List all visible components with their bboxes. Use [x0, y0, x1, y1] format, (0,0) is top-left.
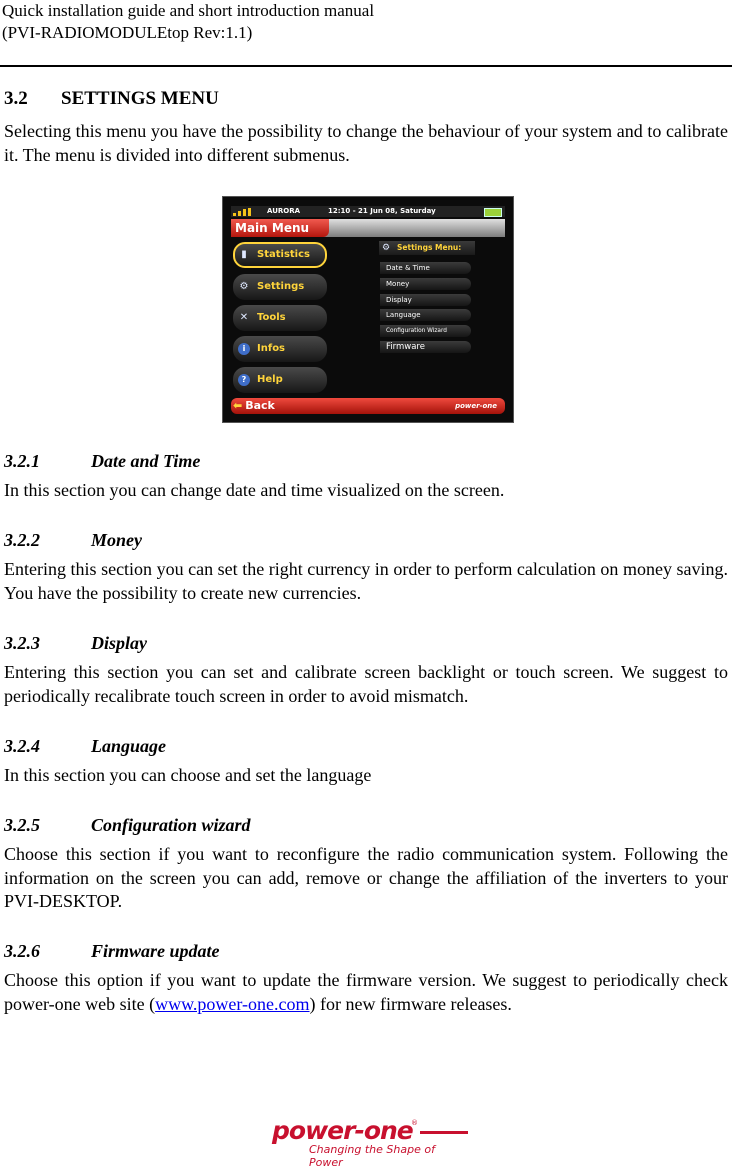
section-heading: [4, 88, 219, 110]
bottom-bar: [231, 398, 505, 414]
header-revision: (PVI-RADIOMODULEtop Rev:1.1): [2, 23, 253, 42]
menu-settings-button[interactable]: ⚙ Settings: [233, 274, 327, 300]
device-brand: AURORA: [267, 207, 301, 215]
settings-item-display[interactable]: Display: [380, 294, 471, 306]
subsection-heading-display: 3.2.3 Display: [4, 633, 147, 653]
tools-icon: ✕: [239, 312, 249, 323]
logo-tagline: Changing the Shape of Power: [309, 1143, 435, 1169]
subsection-body-date-time: In this section you can change date and time visualized on the screen.: [4, 480, 505, 500]
menu-statistics-button[interactable]: ▮ Statistics: [233, 242, 327, 268]
gears-icon: ⚙: [239, 281, 249, 292]
section-intro: Selecting this menu you have the possibility to change the behaviour of your system and to calibrate it. The menu is divided into different submenus.: [4, 121, 728, 165]
device-datetime: 12:10 - 21 Jun 08, Saturday: [328, 207, 436, 215]
logo-wordmark: power-one: [272, 1116, 413, 1145]
settings-item-language[interactable]: Language: [380, 309, 471, 321]
settings-item-configuration-wizard[interactable]: Configuration Wizard: [380, 325, 471, 337]
info-icon: i: [238, 343, 250, 355]
section-number: 3.2: [4, 88, 28, 109]
settings-item-money[interactable]: Money: [380, 278, 471, 290]
settings-menu-title: ⚙ Settings Menu:: [379, 241, 475, 255]
subsection-heading-money: 3.2.2 Money: [4, 530, 142, 550]
device-footer-brand: power-one: [455, 402, 497, 410]
menu-help-button[interactable]: ? Help: [233, 367, 327, 393]
main-menu-title: Main Menu: [231, 219, 329, 237]
menu-tools-button[interactable]: ✕ Tools: [233, 305, 327, 331]
header-title: Quick installation guide and short introduction manual: [2, 1, 375, 20]
bar-chart-icon: ▮: [241, 249, 247, 260]
status-bar: [231, 206, 505, 217]
menu-infos-button[interactable]: i Infos: [233, 336, 327, 362]
main-menu-bar: [231, 219, 505, 237]
subsection-heading-firmware: 3.2.6 Firmware update: [4, 941, 220, 961]
subsection-body-firmware: Choose this option if you want to update the firmware version. We suggest to periodically check power-one web site (www.power-one.com) for new firmware releases.: [4, 970, 728, 1014]
help-icon: ?: [238, 374, 250, 386]
power-one-website-link[interactable]: www.power-one.com: [155, 993, 310, 1014]
battery-icon: [484, 208, 502, 217]
subsection-heading-language: 3.2.4 Language: [4, 736, 167, 756]
back-arrow-icon: ⬅: [233, 399, 243, 412]
back-button[interactable]: ⬅ Back: [233, 399, 275, 412]
subsection-body-language: In this section you can choose and set the language: [4, 765, 372, 785]
subsection-body-display: Entering this section you can set and calibrate screen backlight or touch screen. We suggest to periodically recalibrate touch screen in order to avoid mismatch.: [4, 662, 728, 706]
gears-icon: ⚙: [382, 243, 391, 253]
document-header: [2, 0, 374, 44]
subsection-body-money: Entering this section you can set the right currency in order to perform calculation on money saving. You have the possibility to create new currencies.: [4, 559, 728, 603]
settings-item-firmware[interactable]: Firmware: [380, 341, 471, 353]
device-screenshot: [222, 196, 514, 423]
signal-icon: [233, 208, 253, 216]
header-rule: [0, 65, 732, 67]
subsection-heading-config-wizard: 3.2.5 Configuration wizard: [4, 815, 251, 835]
registered-mark: ®: [411, 1119, 418, 1127]
subsection-heading-date-time: 3.2.1 Date and Time: [4, 451, 201, 471]
section-title: SETTINGS MENU: [61, 88, 219, 109]
subsection-body-config-wizard: Choose this section if you want to reconfigure the radio communication system. Following the information on the screen you can add, remove or change the affiliation of the inverters to your PVI-DESKTOP.: [4, 844, 728, 911]
logo-swoosh: [420, 1131, 468, 1134]
power-one-logo: [272, 1116, 472, 1169]
settings-item-date-time[interactable]: Date & Time: [380, 262, 471, 274]
